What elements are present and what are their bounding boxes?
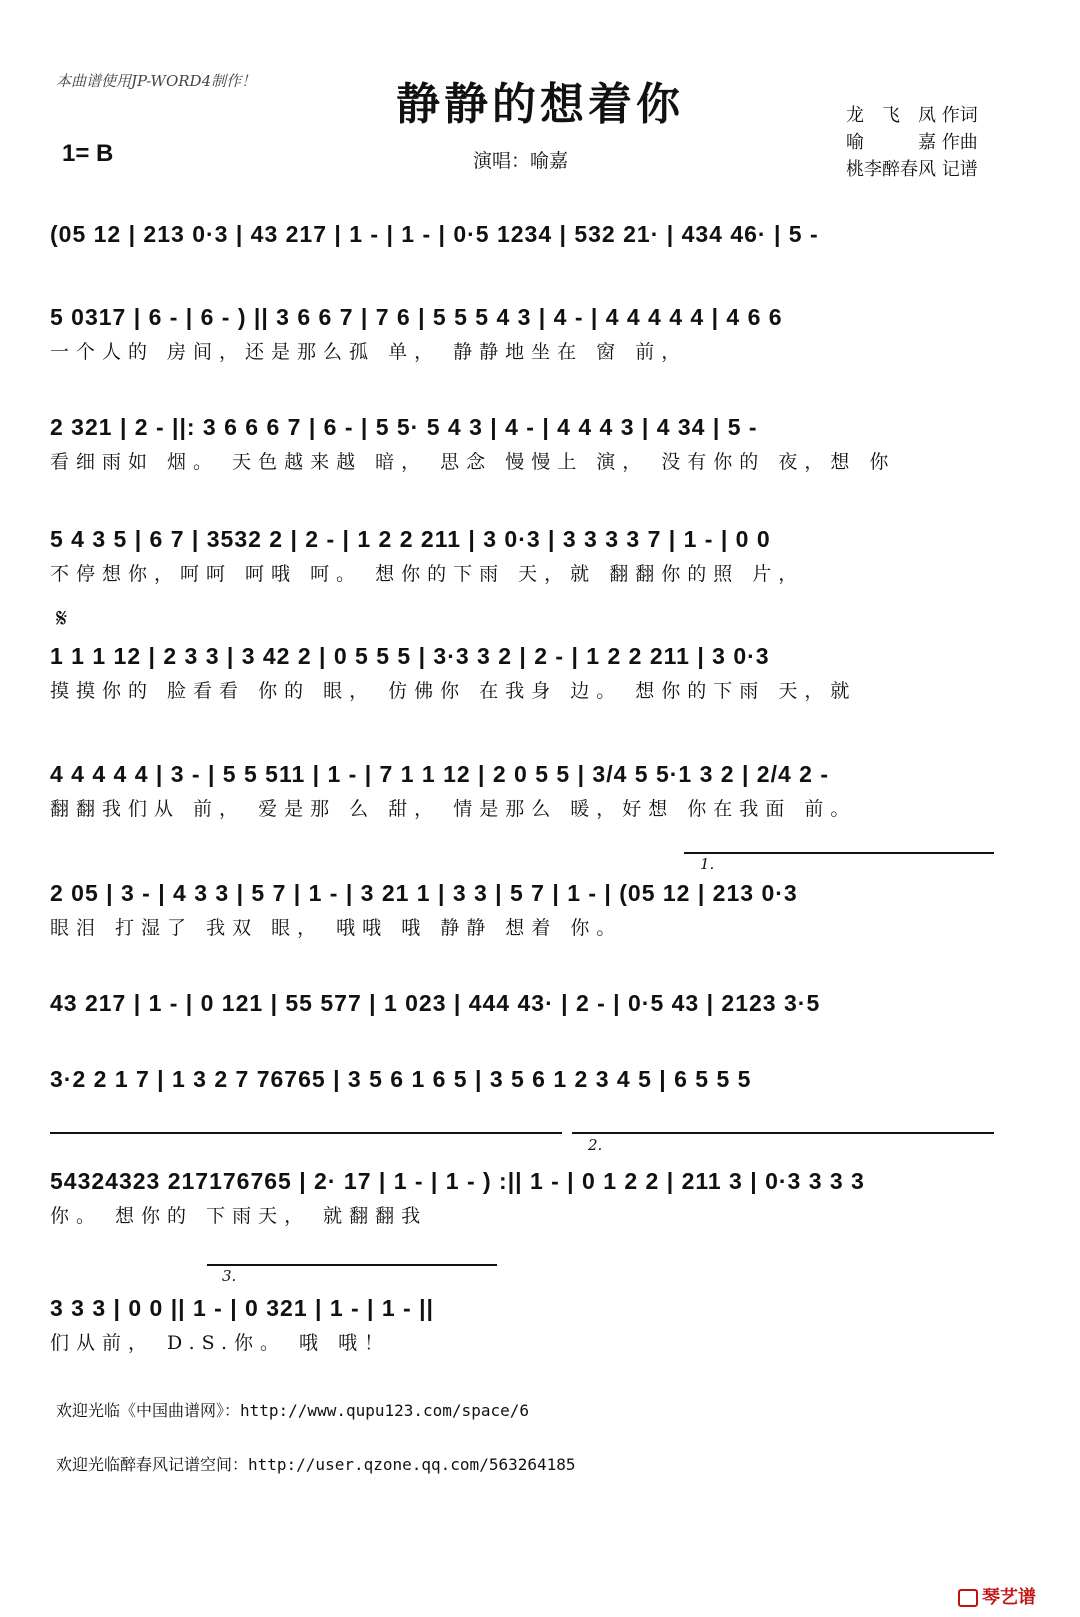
volta-bracket-repeat: [50, 1132, 562, 1134]
lyric-line: 不停想你，呵呵 呵哦 呵。 想你的下雨 天，就 翻翻你的照 片，: [50, 563, 805, 585]
score-row-8: [50, 987, 1040, 1047]
notation-line: 3 3 3 | 0 0 || 1 - | 0 321 | 1 - | 1 - ||: [50, 1295, 434, 1321]
score-row-11: [50, 1292, 1040, 1352]
score-row-1: [50, 218, 1040, 278]
singer-credit: 演唱：喻嘉: [473, 150, 569, 172]
lyric-line: 你。 想你的 下雨天， 就翻翻我: [50, 1205, 428, 1227]
volta-label-1: 1.: [700, 855, 715, 873]
notation-line: 3·2 2 1 7 | 1 3 2 7 76765 | 3 5 6 1 6 5 | 3 5 6 1 2 3 4 5 | 6 5 5 5: [50, 1066, 752, 1092]
volta-label-2: 2.: [588, 1136, 603, 1154]
score-row-3: [50, 411, 1040, 471]
footer-link-qzone[interactable]: 欢迎光临醉春风记谱空间：http://user.qzone.qq.com/563264185: [56, 1455, 576, 1474]
notation-line: 5 4 3 5 | 6 7 | 3532 2 | 2 - | 1 2 2 211 | 3 0·3 | 3 3 3 3 7 | 1 - | 0 0: [50, 526, 771, 552]
notation-line: 2 05 | 3 - | 4 3 3 | 5 7 | 1 - | 3 21 1 | 3 3 | 5 7 | 1 - | (05 12 | 213 0·3: [50, 880, 798, 906]
footer-link-qupu[interactable]: 欢迎光临《中国曲谱网》：http://www.qupu123.com/space/6: [56, 1401, 529, 1420]
lyric-line: 看细雨如 烟。 天色越来越 暗， 思念 慢慢上 演， 没有你的 夜，想 你: [50, 451, 896, 473]
key-signature: 1= B: [62, 140, 114, 167]
lyric-line: 一个人的 房间，还是那么孤 单， 静静地坐在 窗 前，: [50, 341, 688, 363]
score-row-2: [50, 301, 1040, 361]
lyric-line: 翻翻我们从 前， 爱是那 么 甜， 情是那么 暖，好想 你在我面 前。: [50, 798, 857, 820]
volta-label-3: 3.: [222, 1267, 237, 1285]
brand-logo-text: 琴艺谱: [982, 1587, 1036, 1608]
volta-bracket-3: [207, 1264, 497, 1266]
score-row-6: [50, 758, 1040, 818]
score-row-4: [50, 523, 1040, 583]
lyric-line: 摸摸你的 脸看看 你的 眼， 仿佛你 在我身 边。 想你的下雨 天，就: [50, 680, 857, 702]
lyric-line: [50, 1101, 1040, 1127]
brand-logo-icon: [958, 1589, 978, 1607]
score-row-9: [50, 1063, 1040, 1123]
lyric-line: [50, 256, 1040, 282]
lyric-line: 们从前， D.S.你。 哦 哦！: [50, 1332, 391, 1354]
made-with-note: 本曲谱使用JP-WORD4制作！: [56, 72, 257, 90]
brand-logo: [958, 1583, 1036, 1609]
score-row-5: [50, 640, 1040, 700]
lyric-line: 眼泪 打湿了 我双 眼， 哦哦 哦 静静 想着 你。: [50, 917, 623, 939]
notation-line: 54324323 217176765 | 2· 17 | 1 - | 1 - ) :|| 1 - | 0 1 2 2 | 211 3 | 0·3 3 3 3: [50, 1168, 865, 1194]
score-row-10: [50, 1165, 1040, 1225]
notation-line: 2 321 | 2 - ||: 3 6 6 6 7 | 6 - | 5 5· 5 4 3 | 4 - | 4 4 4 3 | 4 34 | 5 -: [50, 414, 758, 440]
composer-credits: 龙 飞 凤 作词 喻 嘉 作曲 桃李醉春风 记谱: [846, 105, 978, 180]
notation-line: (05 12 | 213 0·3 | 43 217 | 1 - | 1 - | 0·5 1234 | 532 21· | 434 46· | 5 -: [50, 221, 819, 247]
volta-bracket-2: [572, 1132, 994, 1134]
segno-sign: 𝄋: [56, 604, 68, 634]
notation-line: 1 1 1 12 | 2 3 3 | 3 42 2 | 0 5 5 5 | 3·3 3 2 | 2 - | 1 2 2 211 | 3 0·3: [50, 643, 770, 669]
lyric-line: [50, 1025, 1040, 1051]
score-row-7: [50, 877, 1040, 937]
notation-line: 43 217 | 1 - | 0 121 | 55 577 | 1 023 | 444 43· | 2 - | 0·5 43 | 2123 3·5: [50, 990, 821, 1016]
notation-line: 5 0317 | 6 - | 6 - ) || 3 6 6 7 | 7 6 | 5 5 5 4 3 | 4 - | 4 4 4 4 4 | 4 6 6: [50, 304, 783, 330]
volta-bracket-1: [684, 852, 994, 854]
notation-line: 4 4 4 4 4 | 3 - | 5 5 511 | 1 - | 7 1 1 12 | 2 0 5 5 | 3/4 5 5·1 3 2 | 2/4 2 -: [50, 761, 829, 787]
song-title: 静静的想着你: [396, 79, 684, 130]
